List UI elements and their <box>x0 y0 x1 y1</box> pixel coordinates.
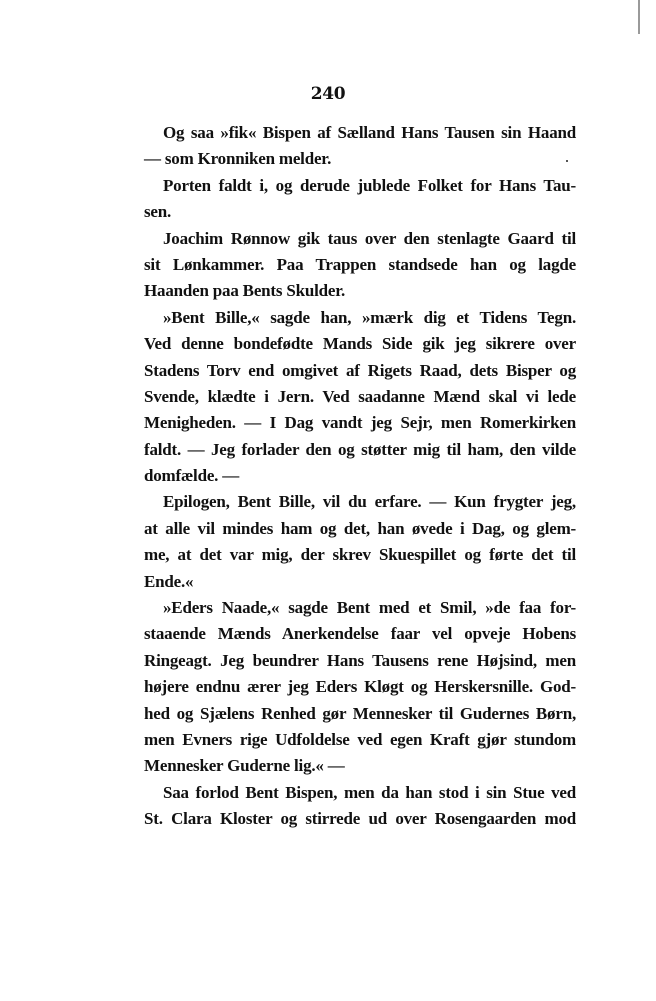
text-line: hed og Sjælens Renhed gør Mennesker til Gudernes Børn, <box>144 703 576 723</box>
text-line: me, at det var mig, der skrev Skuespillet og førte det til <box>144 545 576 565</box>
text-line: Ringeagt. Jeg beundrer Hans Tausens rene Højsind, men <box>144 650 576 670</box>
text-line: men Evners rige Udfoldelse ved egen Kraft gjør stundom <box>144 729 576 749</box>
text-line: Og saa »fik« Bispen af Sælland Hans Tausen sin Haand <box>163 123 576 142</box>
text-line: Ende.« <box>144 571 194 591</box>
text-line: Saa forlod Bent Bispen, men da han stod i sin Stue ved <box>163 782 576 802</box>
text-line: Porten faldt i, og derude jublede Folket for Hans Tau- <box>163 175 576 195</box>
text-line: Menigheden. — I Dag vandt jeg Sejr, men Romerkirken <box>144 413 576 433</box>
text-line: staaende Mænds Anerkendelse faar vel opveje Hobens <box>144 624 576 644</box>
text-line: sen. <box>144 202 172 222</box>
text-line: Ved denne bondefødte Mands Side gik jeg sikrere over <box>144 334 576 354</box>
text-line: domfælde. — <box>144 466 240 486</box>
text-line: faldt. — Jeg forlader den og støtter mig til ham, den vilde <box>144 439 576 459</box>
text-line: at alle vil mindes ham og det, han øvede i Dag, og glem- <box>144 518 576 538</box>
page-number: 240 <box>310 84 346 104</box>
scan-edge-rule <box>638 0 640 34</box>
text-line: højere endnu ærer jeg Eders Kløgt og Herskersnille. God- <box>144 677 576 697</box>
text-line: Stadens Torv end omgivet af Rigets Raad, dets Bisper og <box>144 360 576 380</box>
text-line: Svende, klædte i Jern. Ved saadanne Mænd skal vi lede <box>144 386 576 406</box>
text-line: — som Kronniken melder. <box>144 149 332 169</box>
text-line: Epilogen, Bent Bille, vil du erfare. — Kun frygter jeg, <box>163 492 576 512</box>
text-line: sit Lønkammer. Paa Trappen standsede han og lagde <box>144 254 576 274</box>
text-line: »Eders Naade,« sagde Bent med et Smil, »de faa for- <box>163 598 576 618</box>
body-text <box>144 120 576 833</box>
text-line: »Bent Bille,« sagde han, »mærk dig et Tidens Tegn. <box>163 307 576 327</box>
text-line: St. Clara Kloster og stirrede ud over Rosengaarden mod <box>144 809 576 829</box>
text-line: Mennesker Guderne lig.« — <box>144 756 345 776</box>
text-line: Joachim Rønnow gik taus over den stenlagte Gaard til <box>163 228 576 248</box>
text-line: Haanden paa Bents Skulder. <box>144 281 346 301</box>
